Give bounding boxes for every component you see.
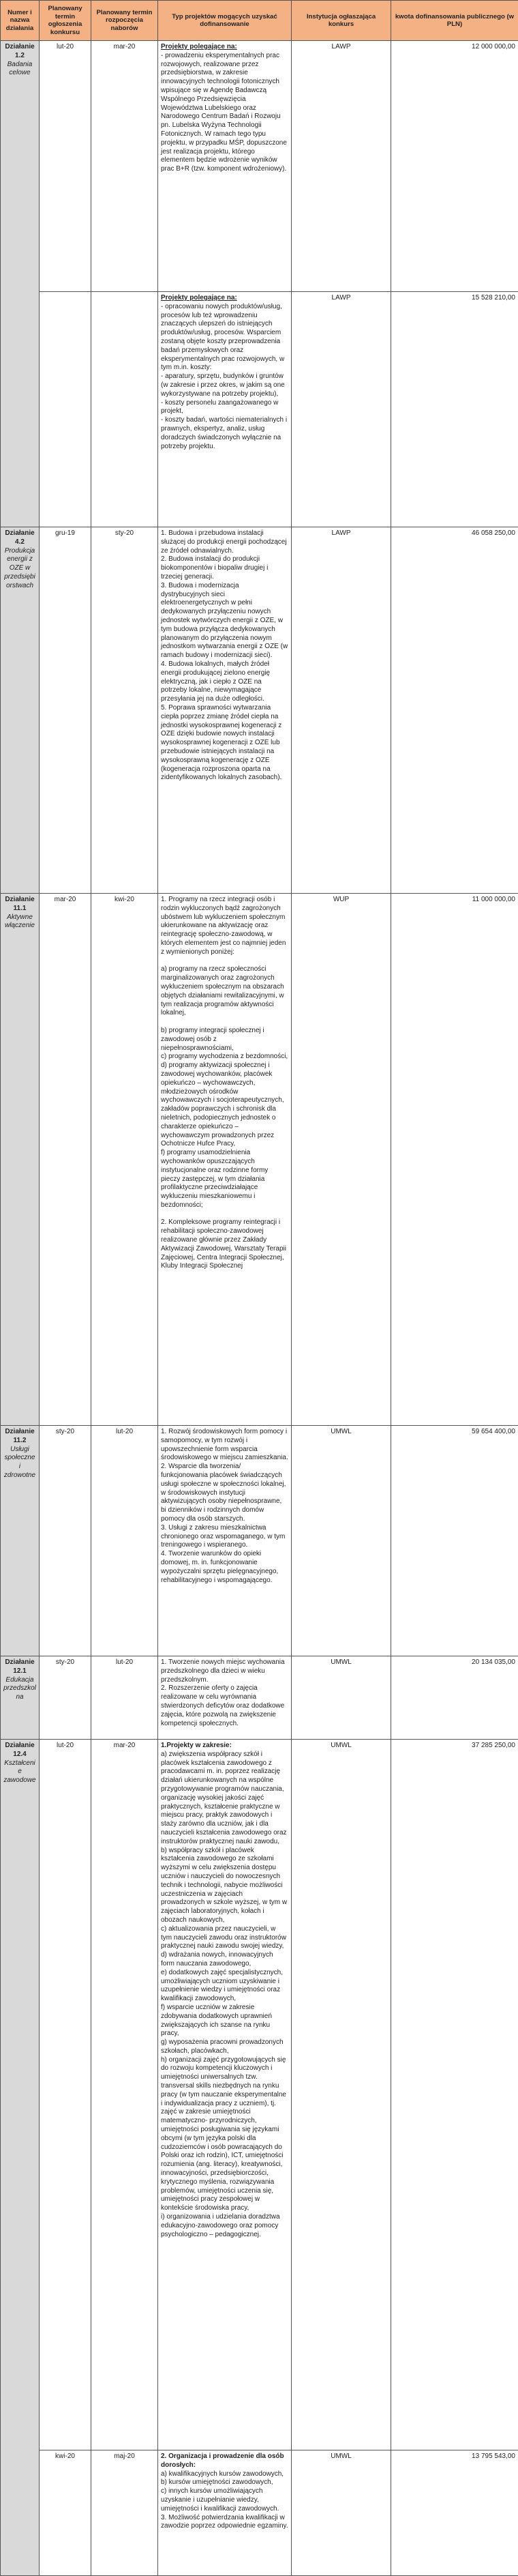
dzialanie-name: Aktywne włączenie [3, 913, 36, 931]
dzialanie-cell [1, 1740, 40, 2576]
table-row [1, 292, 518, 527]
instytucja-cell: UMWL [292, 1656, 391, 1740]
table-row [1, 1740, 518, 2450]
typ-description: a) kwalifikacyjnych kursów zawodowych, b) kursów umiejętności zawodowych, c) innych kursów umożliwiających uzyskanie i uzupełnianie wiedzy, umiejętności i kwalifikacji zawodowych. 3. Możliwość potwierdzania kwalifikacji w zawodzie poprzez odpowiednie egzaminy. [161, 2470, 288, 2530]
table-row [1, 41, 518, 292]
instytucja-cell: UMWL [292, 1426, 391, 1656]
typ-heading: Projekty polegające na: [161, 294, 288, 303]
typ-description: 1. Tworzenie nowych miejsc wychowania przedszkolnego dla dzieci w wieku przedszkolnym. 2. Rozszerzenie oferty o zajęcia realizowane w celu wyrównania stwierdzonych deficytów oraz dodatkowe zajęcia, które pozwolą na zwiększenie kompetencji społecznych. [161, 1658, 285, 1727]
header-dzialanie: Numer i nazwa działania [1, 1, 40, 41]
table-row [1, 2450, 518, 2576]
kwota-cell: 37 285 250,00 [391, 1740, 518, 2450]
instytucja-cell: LAWP [292, 41, 391, 292]
instytucja-cell: LAWP [292, 527, 391, 894]
termin-naboru-cell: kwi-20 [91, 894, 158, 1426]
instytucja-cell: LAWP [292, 292, 391, 527]
typ-heading: Projekty polegające na: [161, 43, 288, 52]
termin-ogloszenia-cell: gru-19 [40, 527, 91, 894]
table-header-row [1, 1, 518, 41]
termin-ogloszenia-cell: lut-20 [40, 1740, 91, 2450]
typ-projektow-cell [158, 41, 292, 292]
dzialanie-number: Działanie 12.1 [3, 1658, 36, 1676]
kwota-cell: 12 000 000,00 [391, 41, 518, 292]
typ-heading: 2. Organizacja i prowadzenie dla osób dorosłych: [161, 2453, 288, 2470]
instytucja-cell: UMWL [292, 2450, 391, 2576]
typ-projektow-cell [158, 894, 292, 1426]
kwota-cell: 59 654 400,00 [391, 1426, 518, 1656]
dzialanie-cell [1, 41, 40, 527]
termin-ogloszenia-cell: sty-20 [40, 1426, 91, 1656]
instytucja-cell: WUP [292, 894, 391, 1426]
typ-projektow-cell [158, 1426, 292, 1656]
table-row [1, 894, 518, 1426]
typ-description: - prowadzeniu eksperymentalnych prac rozwojowych, realizowane przez przedsiębiorstwa, w zakresie innowacyjnych technologii fotonicznych wpisujące się w Agendę Badawczą Wspólnego Przedsięwzięcia Województwa Lubelskiego oraz Narodowego Centrum Badań i Rozwoju pn. Lubelska Wyżyna Technologii Fotonicznych. W ramach tego typu projektu, w przypadku MŚP, dopuszczone jest realizacja projektu, którego elementem będzie wdrożenie wyników prac B+R (tzw. komponent wdrożeniowy). [161, 52, 287, 173]
dzialanie-name: Usługi społeczne i zdrowotne [3, 1446, 36, 1480]
header-typ-projektow: Typ projektów mogących uzyskać dofinansowanie [158, 1, 292, 41]
typ-projektow-cell [158, 292, 292, 527]
termin-naboru-cell: lut-20 [91, 1426, 158, 1656]
dzialanie-name: Produkcja energii z OZE w przedsiębiorstwach [3, 547, 36, 591]
termin-ogloszenia-cell [40, 292, 91, 527]
termin-naboru-cell: mar-20 [91, 1740, 158, 2450]
header-kwota: kwota dofinansowania publicznego (w PLN) [391, 1, 518, 41]
termin-ogloszenia-cell: sty-20 [40, 1656, 91, 1740]
dzialanie-number: Działanie 1.2 [3, 43, 36, 61]
termin-naboru-cell: sty-20 [91, 527, 158, 894]
dzialanie-number: Działanie 11.2 [3, 1428, 36, 1446]
typ-description: - opracowaniu nowych produktów/usług, procesów lub też wprowadzeniu znaczących ulepszeń do istniejących produktów/usług, procesów. Wsparciem zostaną objęte koszty przeprowadzenia badań przemysłowych oraz eksperymentalnych prac rozwojowych, w tym m.in. koszty: - aparatury, sprzętu, budynków i gruntów (w zakresie i przez okres, w jakim są one wykorzystywane na potrzeby projektu), - koszty personelu zaangażowanego w projekt, - koszty badań, wartości niematerialnych i prawnych, ekspertyz, analiz, usług doradczych świadczonych wyłącznie na potrzeby projektu. [161, 303, 287, 450]
dzialanie-cell [1, 1426, 40, 1656]
header-termin-naboru: Planowany termin rozpoczęcia naborów [91, 1, 158, 41]
typ-description: a) zwiększenia współpracy szkół i placówek kształcenia zawodowego z pracodawcami m. in. poprzez realizację działań ukierunkowanych na wspólne przygotowywanie programów nauczania, organizację wysokiej jakości zajęć praktycznych, kształcenie praktyczne w miejscu pracy, praktyk zawodowych i staży zarówno dla uczniów, jak i dla nauczycieli kształcenia zawodowego oraz instruktorów praktycznej nauki zawodu, b) współpracy szkół i placówek kształcenia zawodowego ze szkołami wyższymi w celu zwiększenia dostępu uczniów i nauczycieli do nowoczesnych technik i technologii, nabycie możliwości uczestniczenia w zajęciach prowadzonych w szkole wyższej, w tym w zajęciach laboratoryjnych, kołach i obozach naukowych, c) aktualizowania przez nauczycieli, w tym nauczycieli zawodu oraz instruktorów praktycznej nauki zawodu swojej wiedzy, d) wdrażania nowych, innowacyjnych form nauczania zawodowego, e) dodatkowych zajęć specjalistycznych, umożliwiających uczniom uzyskiwanie i uzupełnienie wiedzy i umiejętności oraz kwalifikacji zawodowych, f) wsparcie uczniów w zakresie zdobywania dodatkowych uprawnień zwiększających ich szanse na rynku pracy, g) wyposażenia pracowni prowadzonych szkołach, placówkach, h) organizacji zajęć przygotowujących się do rozwoju kompetencji kluczowych i umiejętności uniwersalnych tzw. transversal skills niezbędnych na rynku pracy (w tym nauczanie eksperymentalne i indywidualizacja pracy z uczniem), tj. zajęć w zakresie umiejętności matematyczno- przyrodniczych, umiejętności posługiwania się językami obcymi (w tym języka polski dla cudzoziemców i osób powracających do Polski oraz ich rodzin), ICT, umiejętności rozumienia (ang. literacy), kreatywności, innowacyjności, przedsiębiorczości, krytycznego myślenia, rozwiązywania problemów, umiejętności uczenia się, umiejętności pracy zespołowej w kontekście środowiska pracy, i) organizowania i udzielania doradztwa edukacyjno-zawodowego oraz pomocy psychologiczno – pedagogicznej. [161, 1751, 287, 2238]
dzialanie-name: Edukacja przedszkolna [3, 1676, 36, 1702]
typ-description: 1. Rozwój środowiskowych form pomocy i samopomocy, w tym rozwój i upowszechnienie form wsparcia środowiskowego w miejscu zamieszkania. 2. Wsparcie dla tworzenia/ funkcjonowania placówek świadczących usługi społeczne w społeczności lokalnej, w środowiskowych instytucji aktywizujących osoby niepełnosprawne, bi dzienników i rodzinnych domów pomocy dla osób starszych. 3. Usługi z zakresu mieszkalnictwa chronionego oraz wspomaganego, w tym treningowego i wspieranego. 4. Tworzenie warunków do opieki domowej, m. in. funkcjonowanie wypożyczalni sprzętu pielęgnacyjnego, rehabilitacyjnego i wspomagającego. [161, 1428, 288, 1584]
table-row [1, 1426, 518, 1656]
kwota-cell: 46 058 250,00 [391, 527, 518, 894]
termin-naboru-cell: mar-20 [91, 41, 158, 292]
termin-naboru-cell: maj-20 [91, 2450, 158, 2576]
termin-ogloszenia-cell: kwi-20 [40, 2450, 91, 2576]
dzialanie-cell [1, 1656, 40, 1740]
table-row [1, 527, 518, 894]
table-row [1, 1656, 518, 1740]
termin-ogloszenia-cell: mar-20 [40, 894, 91, 1426]
typ-heading: 1.Projekty w zakresie: [161, 1742, 288, 1751]
termin-naboru-cell [91, 292, 158, 527]
dzialanie-number: Działanie 4.2 [3, 529, 36, 547]
kwota-cell: 13 795 543,00 [391, 2450, 518, 2576]
typ-projektow-cell [158, 2450, 292, 2576]
dzialanie-cell [1, 527, 40, 894]
dzialanie-number: Działanie 11.1 [3, 896, 36, 913]
header-termin-ogloszenia: Planowany termin ogłoszenia konkursu [40, 1, 91, 41]
kwota-cell: 20 134 035,00 [391, 1656, 518, 1740]
typ-projektow-cell [158, 527, 292, 894]
kwota-cell: 15 528 210,00 [391, 292, 518, 527]
termin-ogloszenia-cell: lut-20 [40, 41, 91, 292]
header-instytucja: Instytucja ogłaszająca konkurs [292, 1, 391, 41]
typ-projektow-cell [158, 1656, 292, 1740]
dzialanie-number: Działanie 12.4 [3, 1742, 36, 1759]
typ-projektow-cell [158, 1740, 292, 2450]
dzialanie-cell [1, 894, 40, 1426]
termin-naboru-cell: lut-20 [91, 1656, 158, 1740]
typ-description: 1. Budowa i przebudowa instalacji służącej do produkcji energii pochodzącej ze źródeł odnawialnych. 2. Budowa instalacji do produkcji biokomponentów i biopaliw drugiej i trzeciej generacji. 3. Budowa i modernizacja dystrybucyjnych sieci elektroenergetycznych w pełni dedykowanych przyłączeniu nowych jednostek wytwórczych energii z OZE, w tym budowa przyłącza dedykowanych planowanym do przyłączenia nowym jednostkom wytwarzania energii z OZE (w ramach budowy i modernizacji sieci). 4. Budowa lokalnych, małych źródeł energii produkującej zielono energię elektryczną, jak i ciepło z OZE na potrzeby lokalne, niewymagające przesyłania jej na duże odległości. 5. Poprawa sprawności wytwarzania ciepła poprzez zmianę źródeł ciepła na jednostki wysokosprawnej kogeneracji z OZE dzięki budowie nowych instalacji wysokosprawnej kogeneracji z OZE lub przebudowie istniejących instalacji na wysokosprawną kogenerację z OZE (kogeneracja rozproszona oparta na zidentyfikowanych lokalnych zasobach). [161, 529, 288, 781]
kwota-cell: 11 000 000,00 [391, 894, 518, 1426]
dzialanie-name: Badania celowe [3, 61, 36, 78]
dzialanie-name: Kształcenie zawodowe [3, 1759, 36, 1785]
typ-description: 1. Programy na rzecz integracji osób i rodzin wykluczonych bądź zagrożonych ubóstwem lub wykluczeniem społecznym ukierunkowane na aktywizację oraz reintegrację społeczno-zawodową, w których elementem jest co najmniej jeden z wymienionych poniżej: a) programy na rzecz społeczności marginalizowanych oraz zagrożonych wykluczeniem społecznym na obszarach objętych działaniami rewitalizacyjnymi, w tym realizacja programów aktywności lokalnej, b) programy integracji społecznej i zawodowej osób z niepełnosprawnościami, c) programy wychodzenia z bezdomności, d) programy aktywizacji społecznej i zawodowej wychowanków, placówek opiekuńczo – wychowawczych, młodzieżowych ośrodków wychowawczych i socjoterapeutycznych, zakładów poprawczych i schronisk dla nieletnich, podopiecznych jednostek o charakterze opiekuńczo – wychowawczym prowadzonych przez Ochotnicze Hufce Pracy, f) programy usamodzielnienia wychowanków opuszczających instytucjonalne oraz rodzinne formy pieczy zastępczej, w tym działania profilaktyczne przeciwdziałające wykluczeniu mieszkaniowemu i bezdomności; 2. Kompleksowe programy reintegracji i rehabilitacji społeczno-zawodowej realizowane głównie przez Zakłady Aktywizacji Zawodowej, Warsztaty Terapii Zajęciowej, Centra Integracji Społecznej, Kluby Integracji Społecznej [161, 896, 288, 1270]
instytucja-cell: UMWL [292, 1740, 391, 2450]
